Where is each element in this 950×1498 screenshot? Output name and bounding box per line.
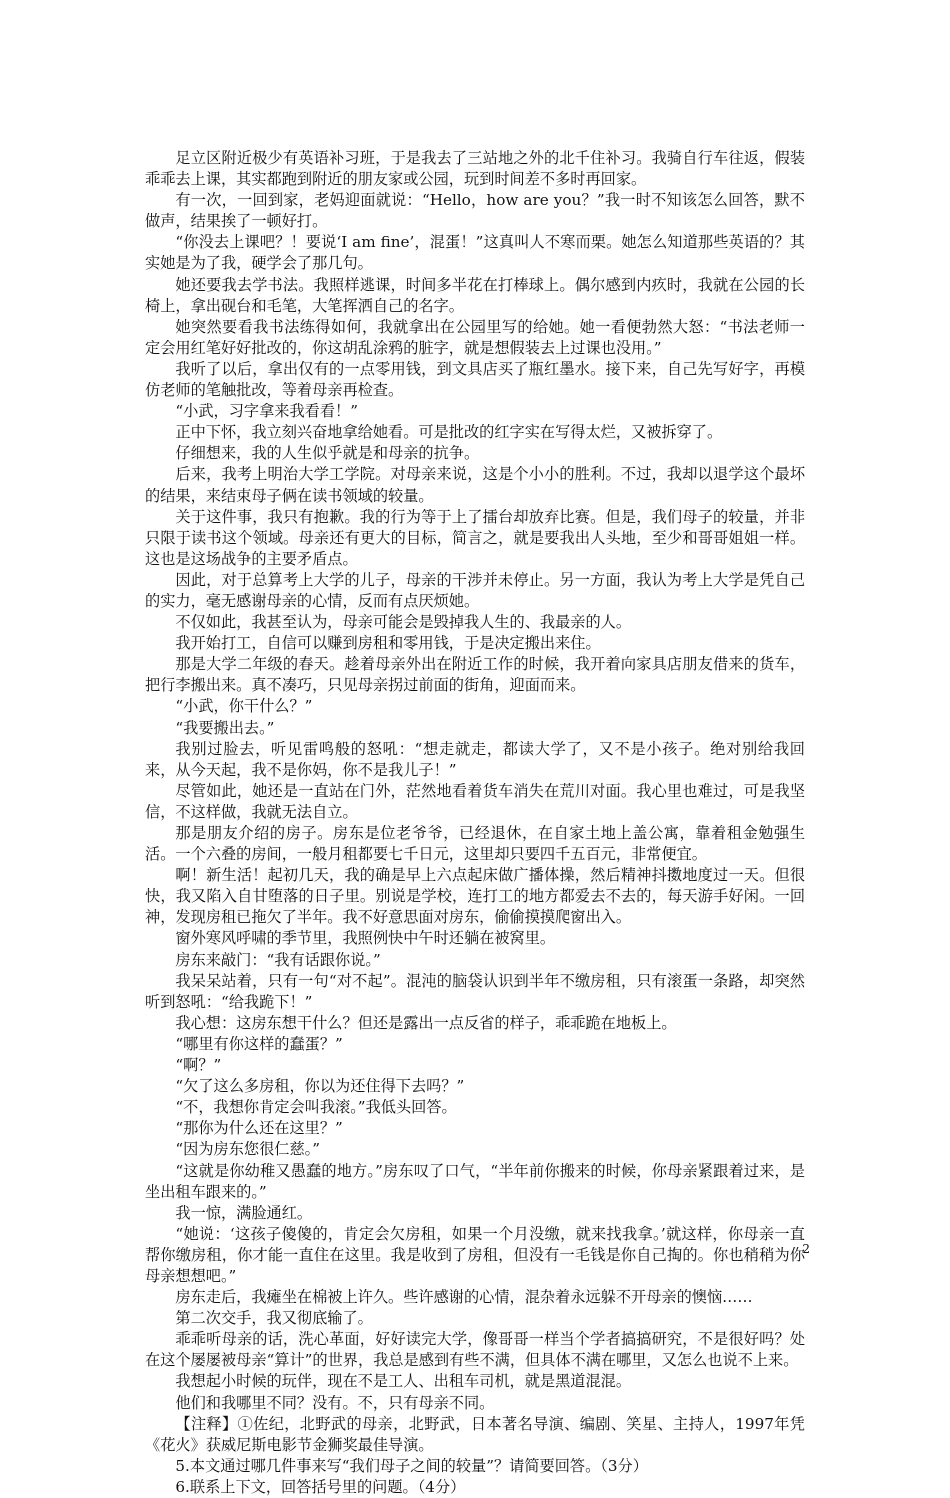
- paragraph: “小武，你干什么？”: [175, 697, 313, 716]
- paragraph: “哪里有你这样的蠢蛋？”: [175, 1034, 343, 1053]
- paragraph: 不仅如此，我甚至认为，母亲可能会是毁掉我人生的、我最亲的人。: [175, 613, 632, 632]
- paragraph: “那你为什么还在这里？”: [175, 1119, 343, 1138]
- paragraph: 窗外寒风呼啸的季节里，我照例快中午时还躺在被窝里。: [175, 929, 556, 948]
- paragraph: “不，我想你肯定会叫我滚。”我低头回答。: [175, 1098, 457, 1117]
- paragraph: 我想起小时候的玩伴，现在不是工人、出租车司机，就是黑道混混。: [175, 1372, 632, 1391]
- paragraph: 我一惊，满脸通红。: [175, 1203, 313, 1222]
- paragraph: 第二次交手，我又彻底输了。: [175, 1309, 373, 1328]
- paragraph: 那是大学二年级的春天。趁着母亲外出在附近工作的时候，我开着向家具店朋友借来的货车，把行李搬出来。真不凑巧，只见母亲拐过前面的街角，迎面而来。: [145, 655, 805, 695]
- paragraph: 仔细想来，我的人生似乎就是和母亲的抗争。: [175, 444, 480, 463]
- paragraph: 关于这件事，我只有抱歉。我的行为等于上了擂台却放弃比赛。但是，我们母子的较量，并非只限于读书这个领域。母亲还有更大的目标，简言之，就是要我出人头地，至少和哥哥姐姐一样。这也是这场战争的主要矛盾点。: [145, 507, 805, 568]
- paragraph: 她突然要看我书法练得如何，我就拿出在公园里写的给她。她一看便勃然大怒：“书法老师一定会用红笔好好批改的，你这胡乱涂鸦的脏字，就是想假装去上过课也没用。”: [145, 317, 805, 357]
- paragraph: “你没去上课吧？！要说‘I am fine’，混蛋！”这真叫人不寒而栗。她怎么知道那些英语的？其实她是为了我，硬学会了那几句。: [145, 233, 805, 273]
- paragraph: 她还要我去学书法。我照样逃课，时间多半花在打棒球上。偶尔感到内疚时，我就在公园的长椅上，拿出砚台和毛笔，大笔挥洒自己的名字。: [145, 275, 805, 315]
- paragraph: 我呆呆站着，只有一句“对不起”。混沌的脑袋认识到半年不缴房租，只有滚蛋一条路，却突然听到怒吼：“给我跪下！”: [145, 971, 805, 1011]
- article-body: [145, 148, 805, 1498]
- paragraph: 房东来敲门：“我有话跟你说。”: [175, 950, 381, 969]
- paragraph: 尽管如此，她还是一直站在门外，茫然地看着货车消失在荒川对面。我心里也难过，可是我坚信，不这样做，我就无法自立。: [145, 781, 805, 821]
- paragraph: “欠了这么多房租，你以为还住得下去吗？”: [175, 1077, 465, 1096]
- paragraph: 有一次，一回到家，老妈迎面就说：“Hello，how are you？”我一时不知该怎么回答，默不做声，结果挨了一顿好打。: [145, 191, 805, 231]
- paragraph: 我开始打工，自信可以赚到房租和零用钱，于是决定搬出来住。: [175, 634, 601, 653]
- paragraph: 【注释】①佐纪，北野武的母亲，北野武，日本著名导演、编剧、笑星、主持人，1997年凭《花火》获威尼斯电影节金狮奖最佳导演。: [145, 1414, 805, 1454]
- paragraph: “这就是你幼稚又愚蠢的地方。”房东叹了口气，“半年前你搬来的时候，你母亲紧跟着过来，是坐出租车跟来的。”: [145, 1161, 805, 1201]
- paragraph: 那是朋友介绍的房子。房东是位老爷爷，已经退休，在自家土地上盖公寓，靠着租金勉强生活。一个六叠的房间，一般月租都要七千日元，这里却只要四千五百元，非常便宜。: [145, 824, 805, 864]
- paragraph: 6.联系上下文，回答括号里的问题。（4分）: [175, 1477, 466, 1496]
- paragraph: 我心想：这房东想干什么？但还是露出一点反省的样子，乖乖跪在地板上。: [175, 1013, 677, 1032]
- paragraph: 因此，对于总算考上大学的儿子，母亲的干涉并未停止。另一方面，我认为考上大学是凭自己的实力，毫无感谢母亲的心情，反而有点厌烦她。: [145, 570, 805, 610]
- paragraph: “啊？”: [175, 1056, 222, 1075]
- paragraph: 5.本文通过哪几件事来写“我们母子之间的较量”？请简要回答。（3分）: [175, 1456, 648, 1475]
- paragraph: “我要搬出去。”: [175, 718, 275, 737]
- paragraph: 啊！新生活！起初几天，我的确是早上六点起床做广播体操，然后精神抖擞地度过一天。但很快，我又陷入自甘堕落的日子里。别说是学校，连打工的地方都爱去不去的，每天游手好闲。一回神，发现房租已拖欠了半年。我不好意思面对房东，偷偷摸摸爬窗出入。: [145, 866, 805, 927]
- paragraph: 足立区附近极少有英语补习班，于是我去了三站地之外的北千住补习。我骑自行车往返，假装乖乖去上课，其实都跑到附近的朋友家或公园，玩到时间差不多时再回家。: [145, 149, 805, 189]
- paragraph: 后来，我考上明治大学工学院。对母亲来说，这是个小小的胜利。不过，我却以退学这个最坏的结果，来结束母子俩在读书领域的较量。: [145, 465, 805, 505]
- paragraph: 房东走后，我瘫坐在棉被上许久。些许感谢的心情，混杂着永远躲不开母亲的懊恼……: [175, 1288, 753, 1307]
- page-number: 2: [802, 1242, 810, 1256]
- paragraph: 乖乖听母亲的话，洗心革面，好好读完大学，像哥哥一样当个学者搞搞研究，不是很好吗？处在这个屡屡被母亲“算计”的世界，我总是感到有些不满，但具体不满在哪里，又怎么也说不上来。: [145, 1330, 805, 1370]
- paragraph: 正中下怀，我立刻兴奋地拿给她看。可是批改的红字实在写得太烂，又被拆穿了。: [175, 423, 723, 442]
- paragraph: 我听了以后，拿出仅有的一点零用钱，到文具店买了瓶红墨水。接下来，自己先写好字，再模仿老师的笔触批改，等着母亲再检查。: [145, 359, 805, 400]
- paragraph: “小武，习字拿来我看看！”: [175, 402, 358, 421]
- paragraph: “因为房东您很仁慈。”: [175, 1140, 321, 1159]
- paragraph: 我别过脸去，听见雷鸣般的怒吼：“想走就走，都读大学了，又不是小孩子。绝对别给我回来，从今天起，我不是你妈，你不是我儿子！”: [145, 739, 805, 779]
- paragraph: 他们和我哪里不同？没有。不，只有母亲不同。: [175, 1393, 495, 1412]
- paragraph: “她说：‘这孩子傻傻的，肯定会欠房租，如果一个月没缴，就来找我拿。’就这样，你母亲一直帮你缴房租，你才能一直住在这里。我是收到了房租，但没有一毛钱是你自己掏的。你也稍稍为你母亲想想吧。”: [145, 1224, 805, 1285]
